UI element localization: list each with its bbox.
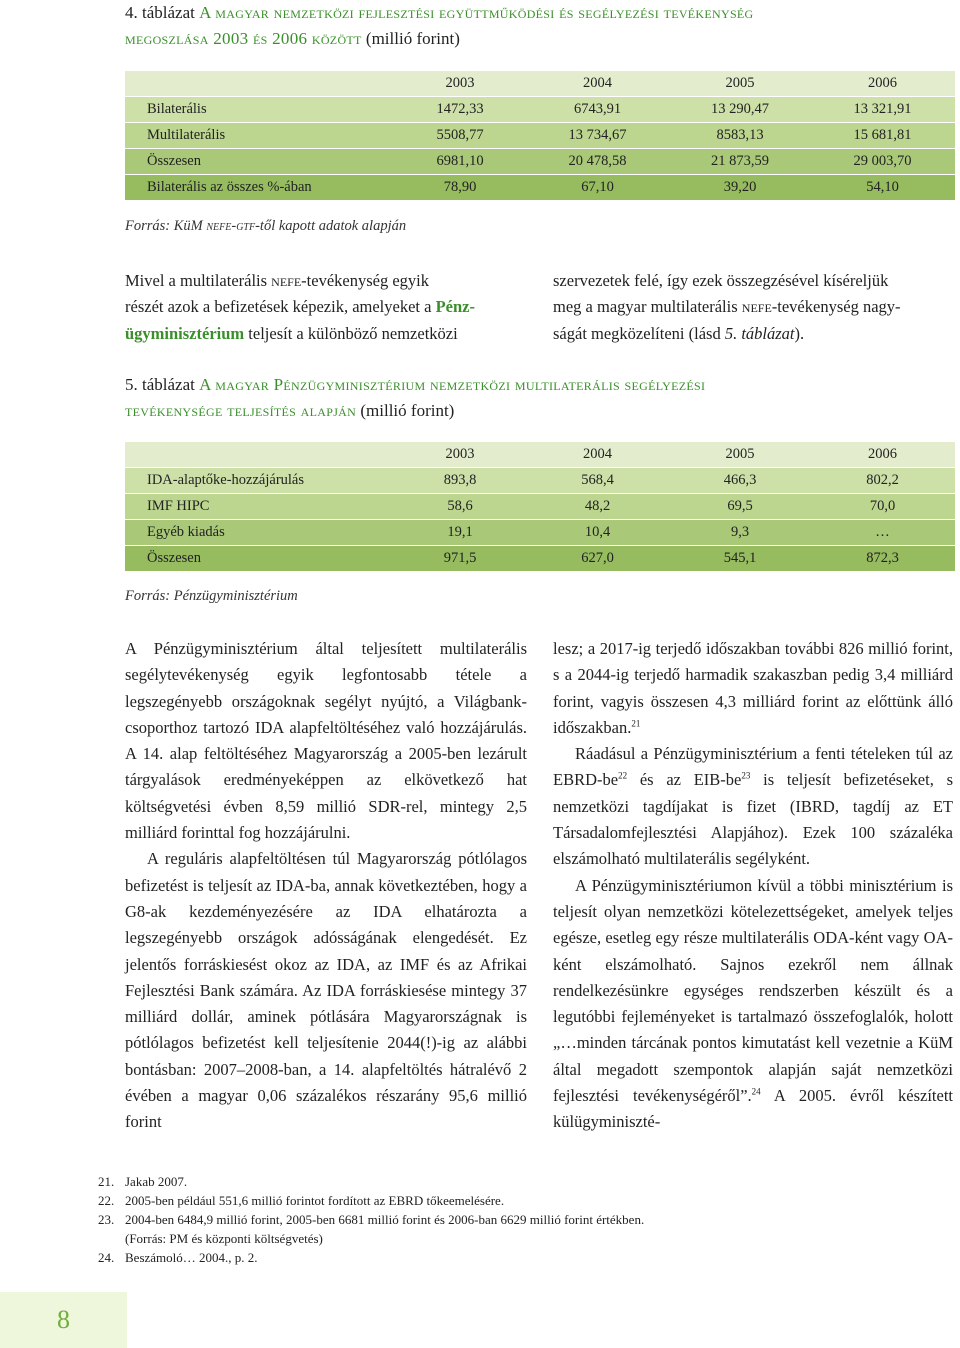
table-cell: 67,10 [525, 175, 670, 201]
footnote-text: Jakab 2007. [125, 1174, 188, 1189]
row-label: Bilaterális [125, 97, 395, 123]
intro-right-text: szervezetek felé, így ezek összegzésével kíséreljük [553, 271, 889, 290]
row-label: Multilaterális [125, 123, 395, 149]
table-row [125, 494, 955, 520]
row-label: Bilaterális az összes %-ában [125, 175, 395, 201]
table-cell: 893,8 [395, 468, 525, 494]
table4-header-cell: 2003 [395, 71, 525, 97]
intro-highlight: ügyminisztérium [125, 323, 245, 343]
footnote-text: 2004-ben 6484,9 millió forint, 2005-ben 6681 millió forint és 2006-ban 6629 millió forint értékben. [125, 1212, 645, 1227]
table-cell: 466,3 [670, 468, 810, 494]
row-label: Összesen [125, 149, 395, 175]
table-reference: 5. táblázat [724, 323, 795, 343]
table4-header-cell: 2005 [670, 71, 810, 97]
footnote [98, 1229, 644, 1248]
footnote-number: 24. [98, 1250, 115, 1265]
table5 [125, 442, 955, 572]
intro-right-abbr: nefe [741, 297, 772, 317]
table5-header-row [125, 442, 955, 468]
body-left-column [125, 636, 527, 1136]
table-cell: 568,4 [525, 468, 670, 494]
table-cell: 9,3 [670, 520, 810, 546]
table4-caption-number: 4. táblázat [125, 3, 195, 22]
body-text: A 2005. évről készített külügyminiszté- [553, 1086, 953, 1132]
footnotes [98, 1172, 644, 1267]
table4-source-suffix: -től kapott adatok alapján [255, 218, 407, 234]
body-text: is teljesít befizetéseket, s nemzetközi tagdíjakat is fizet (IBRD, tagdíj az ET Társadalomfejlesztési Alapjához). Ezek 100 százaléka elszámolható multilaterális segélyként. [553, 770, 953, 869]
table-cell: 627,0 [525, 546, 670, 572]
table-cell: 78,90 [395, 175, 525, 201]
footnote-ref: 22 [618, 770, 628, 781]
footnote [98, 1191, 644, 1210]
table-cell: 39,20 [670, 175, 810, 201]
table-row [125, 468, 955, 494]
table-cell: 29 003,70 [810, 149, 955, 175]
footnote [98, 1172, 644, 1191]
table5-header-cell: 2004 [525, 442, 670, 468]
footnote-number: 21. [98, 1174, 115, 1189]
table-row [125, 546, 955, 572]
table-cell: 5508,77 [395, 123, 525, 149]
body-text: A Pénzügyminisztériumon kívül a többi minisztérium is teljesít olyan nemzetközi kötelezettségeket, amelyek teljes egésze, esetleg egy része multilaterális ODA-ként vagy OA-ként elszámolható. Sajnos ezekről nem állnak rendelkezésünkre egységes rendszerben készült és a legutóbbi fejleményeket is tartalmazó összefoglalók, holott „…minden tárcának pontos kimutatást kell vezetnie a KüM által megadott szempontok alapján saját nemzetközi fejlesztési tevékenységéről”. [553, 875, 953, 1106]
body-paragraph [553, 636, 953, 741]
table4-source-prefix: Forrás: KüM [125, 218, 207, 234]
table-row [125, 175, 955, 201]
table-cell: 21 873,59 [670, 149, 810, 175]
footnote [98, 1248, 644, 1267]
table4-header-row [125, 71, 955, 97]
footnote-text: 2005-ben például 551,6 millió forintot fordított az EBRD tőkeemelésére. [125, 1193, 505, 1208]
body-paragraph: A Pénzügyminisztérium által teljesített multilaterális segélytevékenység egyik legfontosabb tétele a legszegényebb országoknak segélyt nyújtó, a Világbank-csoporthoz tartozó IDA alapfeltöltéséhez való hozzájárulás. A 14. alap feltöltéséhez Magyarország a 2005-ben lezárult tárgyalások eredményeképpen az elkövetkező hat költségvetési évben 8,59 millió SDR-rel, mintegy 2,5 milliárd forinttal fog hozzájárulni. [125, 639, 527, 843]
footnote-number: 22. [98, 1193, 115, 1208]
intro-left-column [125, 268, 525, 347]
body-text: Ráadásul a Pénzügyminisztérium a fenti tételeken túl az EBRD-be [553, 744, 953, 790]
footnote-ref: 23 [741, 770, 751, 781]
table4-caption [125, 0, 945, 52]
intro-right-text: meg a magyar multilaterális [553, 297, 742, 317]
footnote-text: (Forrás: PM és központi költségvetés) [125, 1231, 323, 1246]
table4-caption-unit: (millió forint) [365, 29, 460, 48]
table-cell: 802,2 [810, 468, 955, 494]
table-cell: 70,0 [810, 494, 955, 520]
table5-header-cell [125, 442, 395, 468]
body-paragraph [553, 873, 953, 1136]
body-text: és az EIB-be [627, 770, 742, 790]
table4-source-abbr: nefe-gtf [206, 218, 256, 234]
table5-caption [125, 372, 945, 424]
body-text: lesz; a 2017-ig terjedő időszakban további 826 millió forint, s a 2044-ig terjedő harmadik szakaszban pedig 3,4 milliárd forint, vagyis összesen 4,3 milliárd forint az előttünk álló időszakban. [553, 639, 953, 737]
row-label: IDA-alaptőke-hozzájárulás [125, 468, 395, 494]
table-cell: 13 321,91 [810, 97, 955, 123]
intro-highlight: Pénz- [435, 297, 475, 317]
intro-left-text: Mivel a multilaterális [125, 271, 272, 290]
table5-caption-number: 5. táblázat [125, 375, 195, 394]
table-cell: 872,3 [810, 546, 955, 572]
table4-caption-title-1: A magyar nemzetközi fejlesztési együttműködési és segélyezési tevékenység [199, 3, 754, 22]
table4-header-cell [125, 71, 395, 97]
intro-left-abbr: nefe [271, 271, 302, 290]
table4-header-cell: 2006 [810, 71, 955, 97]
intro-right-text: -tevékenység nagy- [771, 297, 901, 317]
table-cell: 13 734,67 [525, 123, 670, 149]
table-cell: 19,1 [395, 520, 525, 546]
table-cell: 13 290,47 [670, 97, 810, 123]
table-cell: 6743,91 [525, 97, 670, 123]
table-cell: 20 478,58 [525, 149, 670, 175]
footnote-ref: 24 [751, 1086, 761, 1097]
table-row [125, 149, 955, 175]
table5-caption-title-2: tevékenysége teljesítés alapján [125, 401, 357, 420]
intro-left-text: teljesít a különböző nemzetközi [244, 323, 458, 343]
table-cell: 545,1 [670, 546, 810, 572]
table5-caption-unit: (millió forint) [360, 401, 455, 420]
table-cell: 48,2 [525, 494, 670, 520]
table-cell: 69,5 [670, 494, 810, 520]
intro-right-column [553, 268, 953, 347]
table-cell: 1472,33 [395, 97, 525, 123]
table5-header-cell: 2003 [395, 442, 525, 468]
row-label: Összesen [125, 546, 395, 572]
intro-right-text: ). [794, 323, 805, 343]
table-cell: … [810, 520, 955, 546]
body-paragraph: A reguláris alapfeltöltésen túl Magyarország pótlólagos befizetést is teljesít az IDA-ba, annak következtében, hogy a G8-ak kezdeményezésére az IDA elhatározta a legszegényebb országok adósságának elengedését. Ez jelentős forráskiesést okoz az IDA, az IMF és az Afrikai Fejlesztési Bank számára. Az IDA forráskiesése mintegy 37 milliárd dollár, aminek pótlására Magyarországnak is pótlólagos befizetést kell teljesítenie 2044(!)-ig az alábbi bontásban: 2007–2008-ban, a 14. alapfeltöltés hátralévő 2 évében a magyar 0,06 százalékos részarány 95,6 millió forint [125, 849, 527, 1132]
table-row [125, 123, 955, 149]
footnote-ref: 21 [631, 718, 641, 729]
table-cell: 8583,13 [670, 123, 810, 149]
table4-source [125, 218, 406, 235]
table4 [125, 71, 955, 201]
table-cell: 6981,10 [395, 149, 525, 175]
table-row [125, 97, 955, 123]
body-right-column [553, 636, 953, 1136]
table-cell: 15 681,81 [810, 123, 955, 149]
footnote-text: Beszámoló… 2004., p. 2. [125, 1250, 258, 1265]
footnote-number: 23. [98, 1212, 115, 1227]
row-label: IMF HIPC [125, 494, 395, 520]
table5-caption-title-1: A magyar Pénzügyminisztérium nemzetközi multilaterális segélyezési [199, 375, 706, 394]
table-row [125, 520, 955, 546]
table4-header-cell: 2004 [525, 71, 670, 97]
table-cell: 54,10 [810, 175, 955, 201]
table-cell: 58,6 [395, 494, 525, 520]
footnote [98, 1210, 644, 1229]
table5-source: Forrás: Pénzügyminisztérium [125, 588, 298, 604]
row-label: Egyéb kiadás [125, 520, 395, 546]
table4-caption-title-2: megoszlása 2003 és 2006 között [125, 29, 362, 48]
table-cell: 971,5 [395, 546, 525, 572]
intro-left-text: részét azok a befizetések képezik, amelyeket a [125, 297, 436, 317]
table5-header-cell: 2005 [670, 442, 810, 468]
body-paragraph [553, 741, 953, 872]
intro-left-text: -tevékenység egyik [301, 271, 429, 290]
table5-header-cell: 2006 [810, 442, 955, 468]
table-cell: 10,4 [525, 520, 670, 546]
intro-right-text: ságát megközelíteni (lásd [553, 323, 725, 343]
page-number: 8 [0, 1292, 127, 1348]
